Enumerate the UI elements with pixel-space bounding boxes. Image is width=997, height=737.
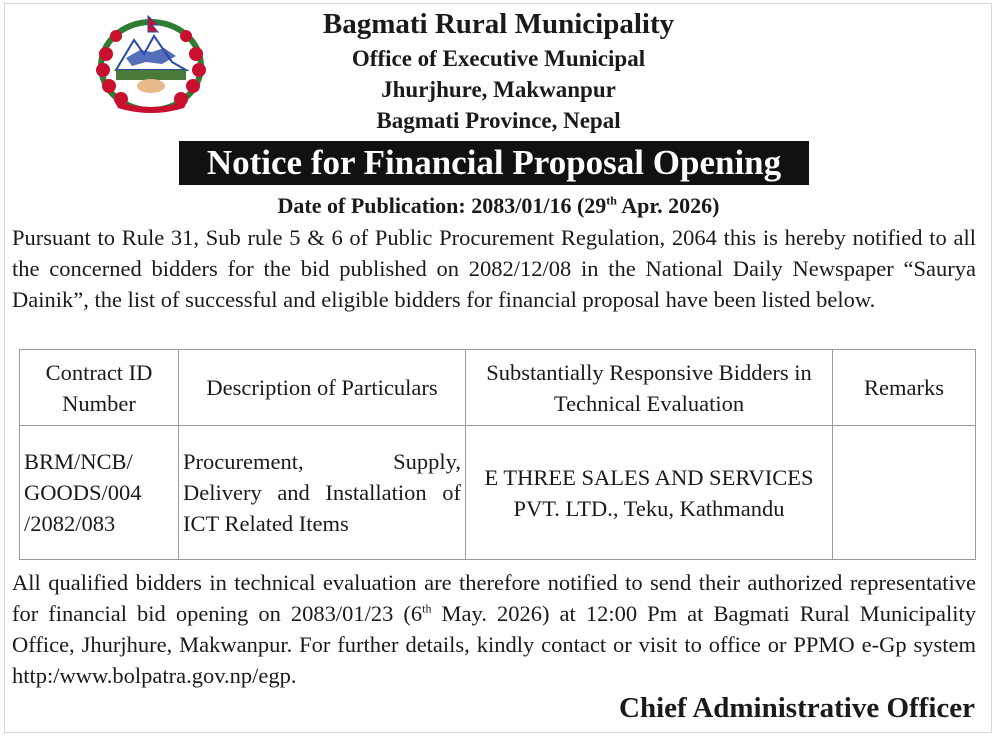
province-country: Bagmati Province, Nepal bbox=[376, 108, 621, 133]
publication-date-rest: Apr. 2026) bbox=[616, 193, 720, 218]
intro-paragraph: Pursuant to Rule 31, Sub rule 5 & 6 of Public Procurement Regulation, 2064 this is hereby notified to all the concerned bidders for the bid published on 2082/12/08 in the National Daily Newspaper “Saurya Dainik”, the list of successful and eligible bidders for financial proposal have been listed below. bbox=[12, 225, 976, 312]
closing-part2: May. 2026) at 12:00 Pm at Bagmati Rural Municipality Office, Jhurjhure, Makwanpur. For further details, kindly contact or visit to office or PPMO e-Gp system http:/www.bolpatra.gov.np/egp. bbox=[12, 601, 976, 688]
cell-remarks bbox=[833, 426, 976, 560]
table-header-row bbox=[20, 350, 976, 426]
office-address: Jhurjhure, Makwanpur bbox=[381, 77, 616, 102]
office-name: Office of Executive Municipal bbox=[351, 46, 646, 71]
closing-paragraph bbox=[12, 567, 976, 691]
cell-description: Procurement, Supply, Delivery and Installation of ICT Related Items bbox=[179, 426, 466, 560]
table-row bbox=[20, 426, 976, 560]
signature: Chief Administrative Officer bbox=[619, 692, 975, 724]
municipality-name: Bagmati Rural Municipality bbox=[322, 8, 675, 40]
publication-date bbox=[0, 193, 997, 219]
bidders-table bbox=[19, 349, 976, 560]
header-contract-id: Contract ID Number bbox=[20, 350, 179, 426]
publication-date-suffix: th bbox=[606, 193, 617, 208]
header-description: Description of Particulars bbox=[179, 350, 466, 426]
cell-bidder: E THREE SALES AND SERVICES PVT. LTD., Teku, Kathmandu bbox=[466, 426, 833, 560]
closing-suffix: th bbox=[422, 601, 432, 616]
notice-title: Notice for Financial Proposal Opening bbox=[179, 141, 809, 185]
header-bidders: Substantially Responsive Bidders in Technical Evaluation bbox=[466, 350, 833, 426]
publication-date-label: Date of Publication: 2083/01/16 (29 bbox=[277, 193, 607, 218]
cell-contract-id: BRM/NCB/ GOODS/004 /2082/083 bbox=[20, 426, 179, 560]
header-remarks: Remarks bbox=[833, 350, 976, 426]
closing-part1: All qualified bidders in technical evaluation are therefore notified to send their authorized representative for financial bid opening on 2083/01/23 (6 bbox=[12, 570, 976, 626]
